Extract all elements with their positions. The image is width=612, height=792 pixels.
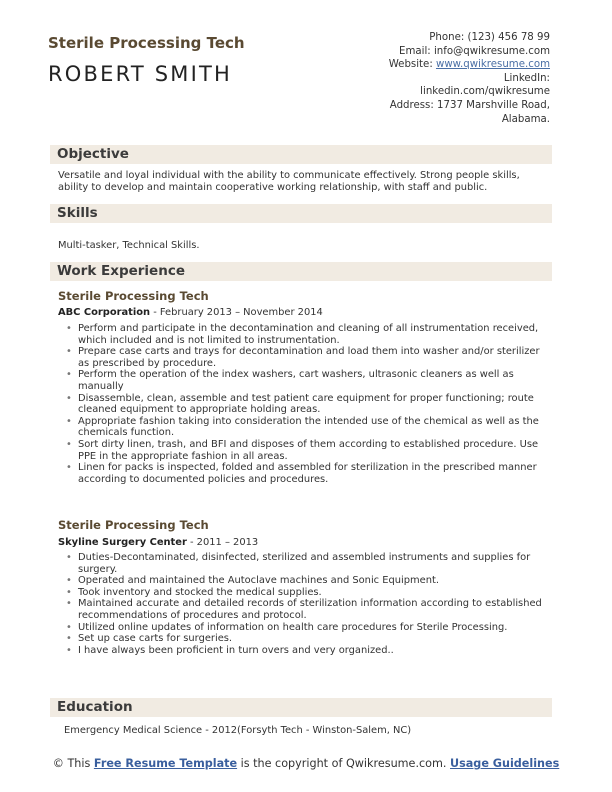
job-1-bullets xyxy=(66,323,550,485)
bullet-text: Took inventory and stocked the medical supplies. xyxy=(78,586,322,598)
list-item xyxy=(66,633,550,645)
contact-website-label: Website: xyxy=(388,59,436,71)
list-item xyxy=(66,323,550,346)
usage-guidelines-link[interactable]: Usage Guidelines xyxy=(450,757,560,770)
footer xyxy=(0,757,612,771)
list-item xyxy=(66,587,550,599)
bullet-text: I have always been proficient in turn overs and very organized.. xyxy=(78,644,394,656)
job-2-employer xyxy=(58,537,258,548)
bullet-icon: • xyxy=(66,392,72,404)
objective-text: Versatile and loyal individual with the ability to communicate effectively. Strong people skills, ability to develop and maintain cooperative working relationship, with staff and public. xyxy=(58,170,520,193)
education-section-header xyxy=(50,698,552,717)
bullet-text: Disassemble, clean, assemble and test patient care equipment for proper functioning; route cleaned equipment to appropriate holding areas. xyxy=(78,392,534,416)
job-1-company: ABC Corporation xyxy=(58,307,151,318)
bullet-text: Set up case carts for surgeries. xyxy=(78,633,233,645)
skills-section-header xyxy=(50,204,552,223)
list-item xyxy=(66,346,550,369)
bullet-icon: • xyxy=(66,438,72,450)
contact-website xyxy=(300,58,550,72)
bullet-icon: • xyxy=(66,633,72,645)
bullet-icon: • xyxy=(66,369,72,381)
contact-address-line2: Alabama. xyxy=(501,113,550,125)
bullet-text: Duties-Decontaminated, disinfected, sterilized and assembled instruments and supplies for surgery. xyxy=(78,552,531,575)
contact-block xyxy=(300,31,550,126)
bullet-text: Linen for packs is inspected, folded and assembled for sterilization in the prescribed manner according to documented policies and procedures. xyxy=(78,462,537,485)
job-2-bullets xyxy=(66,552,550,656)
job-title: Sterile Processing Tech xyxy=(48,34,245,52)
bullet-text: Perform and participate in the decontamination and cleaning of all instrumentation received, which included and is not limited to instrumentation. xyxy=(78,323,539,346)
list-item xyxy=(66,393,550,416)
contact-email: Email: info@qwikresume.com xyxy=(399,45,550,57)
contact-linkedin-url: linkedin.com/qwikresume xyxy=(420,86,550,98)
bullet-text: Sort dirty linen, trash, and BFI and disposes of them according to established procedure. Use PPE in the appropriate fashion in all areas. xyxy=(78,438,539,462)
footer-middle: is the copyright of Qwikresume.com. xyxy=(237,757,451,770)
list-item xyxy=(66,552,550,575)
education-title: Education xyxy=(57,699,133,715)
job-2-dates: - 2011 – 2013 xyxy=(186,537,259,548)
list-item xyxy=(66,439,550,462)
skills-text: Multi-tasker, Technical Skills. xyxy=(58,240,200,251)
objective-section-header xyxy=(50,145,552,164)
bullet-text: Utilized online updates of information on health care procedures for Sterile Processing. xyxy=(78,621,508,633)
bullet-icon: • xyxy=(66,462,72,474)
objective-title: Objective xyxy=(57,146,129,162)
education-text: Emergency Medical Science - 2012(Forsyth Tech - Winston-Salem, NC) xyxy=(64,725,412,736)
job-1-title: Sterile Processing Tech xyxy=(58,289,209,303)
bullet-text: Maintained accurate and detailed records of sterilization information according to established recommendations of procedures and protocol. xyxy=(78,598,542,621)
bullet-icon: • xyxy=(66,598,72,610)
job-2-title: Sterile Processing Tech xyxy=(58,518,209,532)
list-item xyxy=(66,645,550,657)
contact-linkedin-label: LinkedIn: xyxy=(503,72,550,84)
job-1-employer xyxy=(58,307,323,318)
skills-title: Skills xyxy=(57,205,98,221)
contact-phone: Phone: (123) 456 78 99 xyxy=(429,32,550,43)
bullet-icon: • xyxy=(66,552,72,563)
list-item xyxy=(66,369,550,392)
candidate-name: ROBERT SMITH xyxy=(48,62,233,86)
list-item xyxy=(66,598,550,621)
work-title: Work Experience xyxy=(57,263,185,279)
job-1-dates: - February 2013 – November 2014 xyxy=(150,307,323,318)
bullet-text: Prepare case carts and trays for decontamination and load them into washer and/or sterilizer as prescribed by procedure. xyxy=(78,346,540,369)
list-item xyxy=(66,416,550,439)
bullet-icon: • xyxy=(66,644,72,656)
footer-prefix: © This xyxy=(52,757,94,770)
work-section-header xyxy=(50,262,552,281)
list-item xyxy=(66,575,550,587)
bullet-icon: • xyxy=(66,415,72,427)
list-item xyxy=(66,622,550,634)
bullet-icon: • xyxy=(66,621,72,633)
bullet-icon: • xyxy=(66,586,72,598)
bullet-text: Appropriate fashion taking into consideration the intended use of the chemical as well as the chemicals function. xyxy=(78,415,539,439)
job-2-company: Skyline Surgery Center xyxy=(58,537,187,548)
bullet-icon: • xyxy=(66,323,72,334)
contact-address-line1: Address: 1737 Marshville Road, xyxy=(389,99,550,111)
bullet-icon: • xyxy=(66,346,72,358)
contact-website-link[interactable]: www.qwikresume.com xyxy=(435,59,550,71)
bullet-text: Operated and maintained the Autoclave machines and Sonic Equipment. xyxy=(78,575,439,587)
list-item xyxy=(66,462,550,485)
bullet-icon: • xyxy=(66,575,72,587)
bullet-text: Perform the operation of the index washers, cart washers, ultrasonic cleaners as well as manually xyxy=(78,369,514,392)
free-resume-template-link[interactable]: Free Resume Template xyxy=(93,757,238,770)
